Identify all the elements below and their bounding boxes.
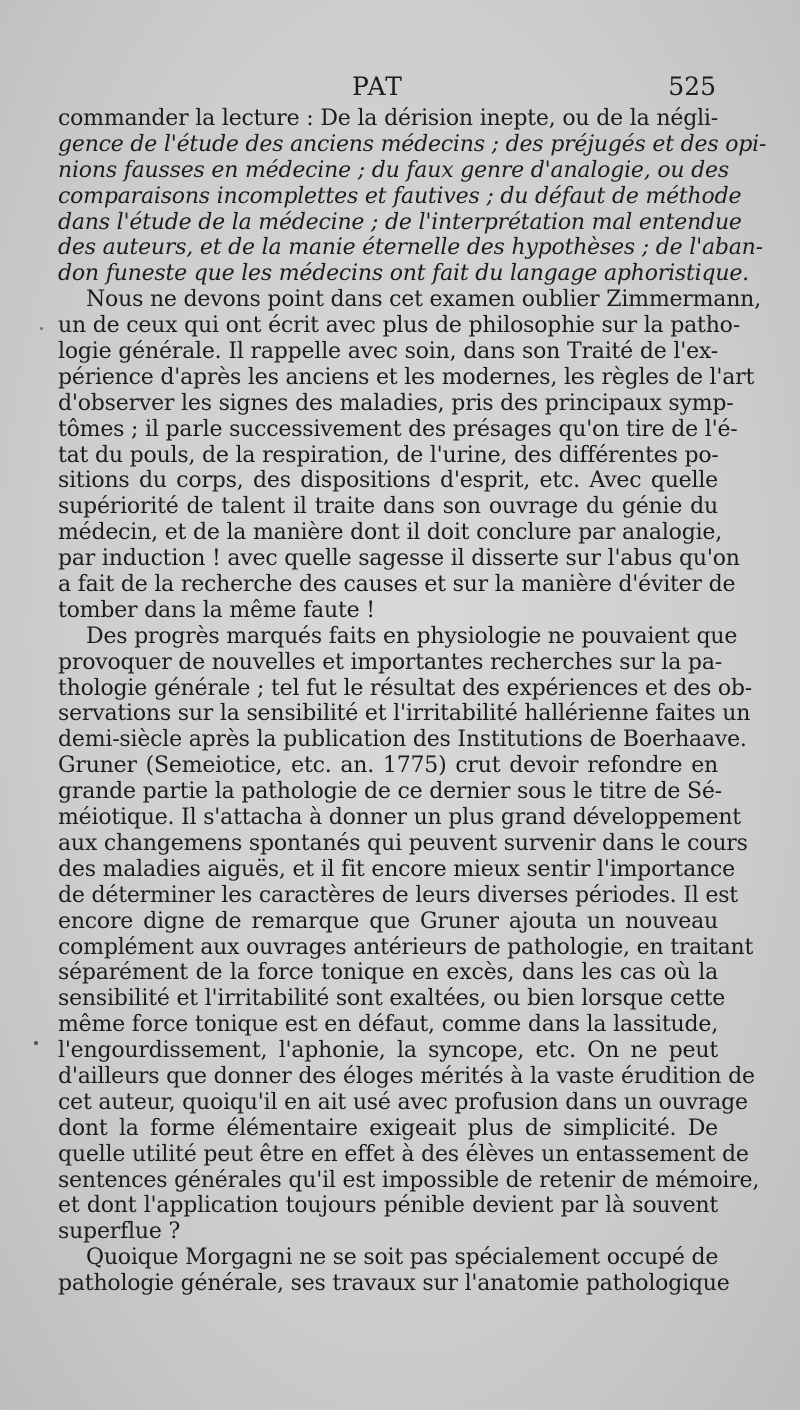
text-line: a fait de la recherche des causes et sur la manière d'éviter de	[58, 572, 736, 598]
text-line: commander la lecture : De la dérision inepte, ou de la négli-	[58, 106, 718, 131]
text-line: gence de l'étude des anciens médecins ; des préjugés et des opi-	[58, 131, 767, 157]
paragraph-first-line: Des progrès marqués faits en physiologie ne pouvaient que	[86, 623, 738, 649]
text-line: des maladies aiguës, et il fit encore mieux sentir l'importance	[58, 856, 735, 882]
text-line: d'observer les signes des maladies, pris des principaux symp-	[58, 390, 734, 416]
text-line: dont la forme élémentaire exigeait plus de simplicité. De	[58, 1115, 718, 1141]
text-line: tômes ; il parle successivement des présages qu'on tire de l'é-	[58, 416, 738, 442]
text-line: supériorité de talent il traite dans son ouvrage du génie du	[58, 494, 718, 520]
paragraph-first-line: Quoique Morgagni ne se soit pas spécialement occupé de	[86, 1245, 719, 1271]
paragraph-first-line: Nous ne devons point dans cet examen oublier Zimmermann,	[86, 287, 761, 313]
text-line: thologie générale ; tel fut le résultat des expériences et des ob-	[58, 675, 753, 701]
text-line: d'ailleurs que donner des éloges mérités à la vaste érudition de	[58, 1063, 755, 1089]
text-line: aux changemens spontanés qui peuvent survenir dans le cours	[58, 830, 748, 856]
text-line: l'engourdissement, l'aphonie, la syncope, etc. On ne peut	[58, 1038, 718, 1064]
body-text	[58, 106, 767, 1297]
paragraph-last-line: tomber dans la même faute !	[58, 597, 375, 623]
text-line: servations sur la sensibilité et l'irritabilité hallérienne faites un	[58, 701, 751, 727]
text-line: quelle utilité peut être en effet à des élèves un entassement de	[58, 1141, 749, 1167]
text-line: logie générale. Il rappelle avec soin, dans son Traité de l'ex-	[58, 339, 718, 365]
text-line: provoquer de nouvelles et importantes recherches sur la pa-	[58, 649, 722, 675]
text-line: grande partie la pathologie de ce dernier sous le titre de Sé-	[58, 779, 722, 805]
text-line: comparaisons incomplettes et fautives ; du défaut de méthode	[58, 183, 742, 209]
text-line: même force tonique est en défaut, comme dans la lassitude,	[58, 1012, 718, 1038]
text-line: sitions du corps, des dispositions d'esprit, etc. Avec quelle	[58, 468, 718, 494]
ink-speck	[34, 1041, 38, 1045]
text-line: des auteurs, et de la manie éternelle des hypothèses ; de l'aban-	[58, 235, 763, 261]
text-line: cet auteur, quoiqu'il en ait usé avec profusion dans un ouvrage	[58, 1089, 748, 1115]
text-line: don funeste que les médecins ont fait du langage aphoristique.	[58, 261, 749, 287]
text-line: sentences générales qu'il est impossible de retenir de mémoire,	[58, 1167, 760, 1193]
text-line: Gruner (Semeiotice, etc. an. 1775) crut devoir refondre en	[58, 753, 718, 779]
text-line: de déterminer les caractères de leurs diverses périodes. Il est	[58, 882, 738, 908]
text-line: par induction ! avec quelle sagesse il disserte sur l'abus qu'on	[58, 546, 740, 572]
text-line: séparément de la force tonique en excès, dans les cas où la	[58, 960, 718, 986]
text-line: pathologie générale, ses travaux sur l'anatomie pathologique	[58, 1271, 730, 1297]
text-line: dans l'étude de la médecine ; de l'interprétation mal entendue	[58, 209, 742, 235]
text-line: encore digne de remarque que Gruner ajouta un nouveau	[58, 908, 718, 934]
text-line: un de ceux qui ont écrit avec plus de philosophie sur la patho-	[58, 313, 740, 339]
page-number: 525	[668, 72, 716, 101]
text-line: méiotique. Il s'attacha à donner un plus grand développement	[58, 805, 741, 831]
text-line: nions fausses en médecine ; du faux genre d'analogie, ou des	[58, 157, 729, 183]
ink-speck	[40, 327, 43, 330]
text-line: complément aux ouvrages antérieurs de pathologie, en traitant	[58, 934, 754, 960]
text-line: médecin, et de la manière dont il doit conclure par analogie,	[58, 520, 723, 546]
text-line: demi-siècle après la publication des Institutions de Boerhaave.	[58, 727, 747, 753]
running-head: PAT	[352, 72, 403, 101]
text-line: périence d'après les anciens et les modernes, les règles de l'art	[58, 364, 755, 390]
text-line: sensibilité et l'irritabilité sont exaltées, ou bien lorsque cette	[58, 986, 726, 1012]
text-line: et dont l'application toujours pénible devient par là souvent	[58, 1193, 718, 1219]
paragraph-last-line: superflue ?	[58, 1219, 181, 1245]
text-line: tat du pouls, de la respiration, de l'urine, des différentes po-	[58, 442, 719, 468]
